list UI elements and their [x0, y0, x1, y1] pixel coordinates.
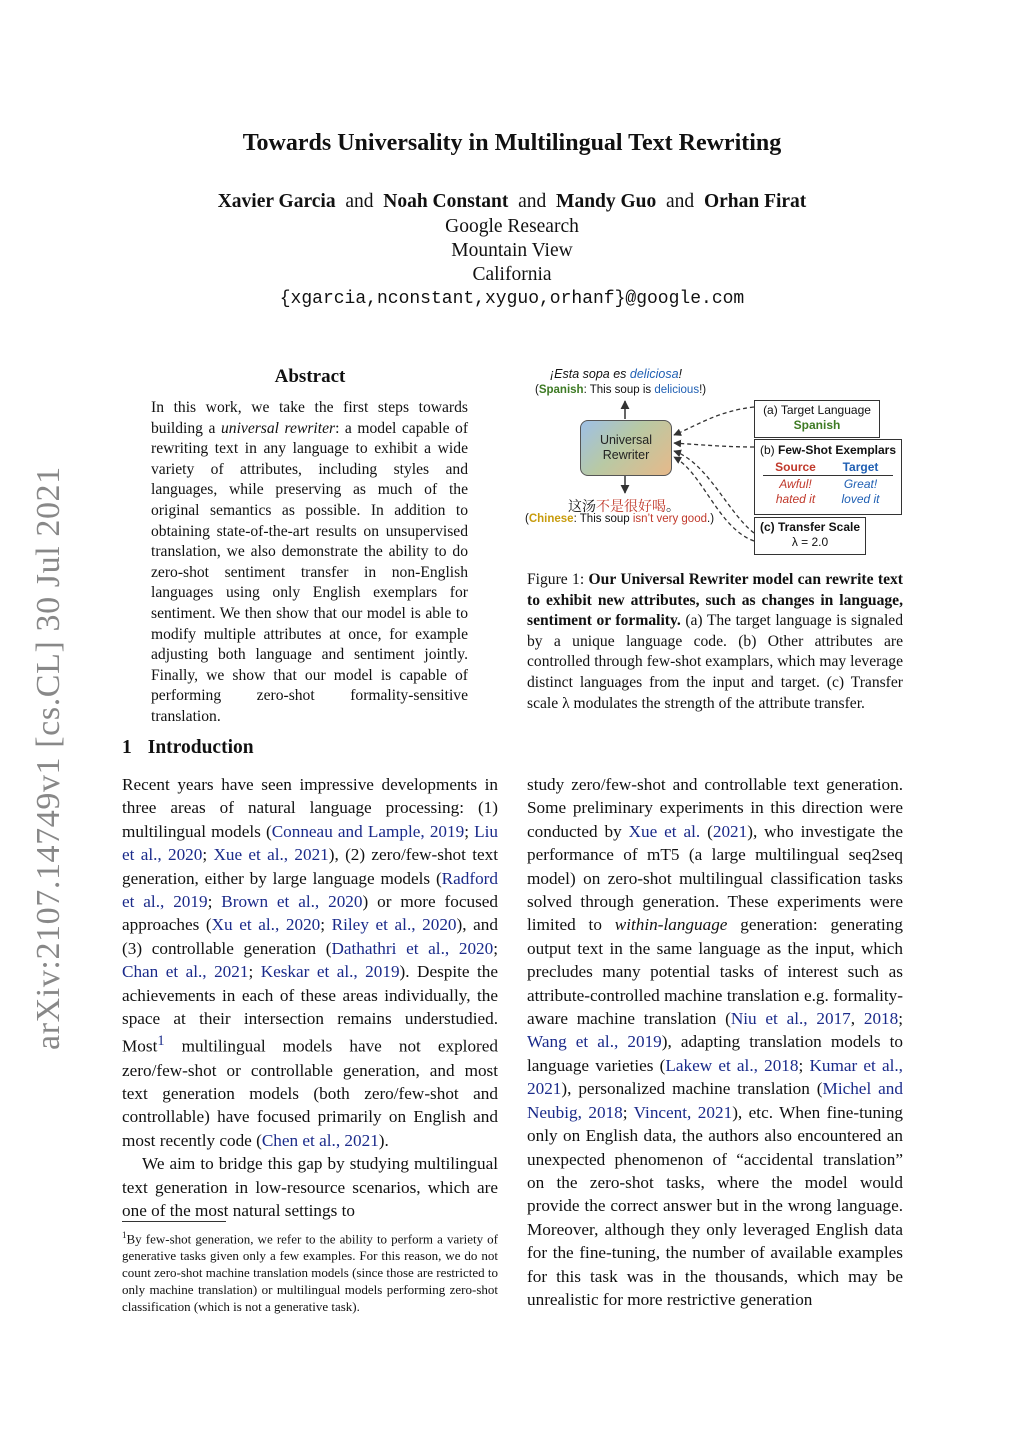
- footnote-marker[interactable]: 1: [157, 1033, 165, 1050]
- citation-link[interactable]: Dathathri et al., 2020: [331, 938, 494, 958]
- citation-link[interactable]: Chen et al., 2021: [261, 1130, 379, 1150]
- citation-link[interactable]: 2018: [863, 1009, 899, 1029]
- author-name: Noah Constant: [383, 191, 509, 212]
- section-heading-introduction: 1 Introduction: [122, 737, 254, 758]
- citation-link[interactable]: Chan et al., 2021: [122, 962, 249, 982]
- footnote-number: 1: [122, 1230, 127, 1240]
- dashed-connector-b: [674, 443, 754, 447]
- author-separator: and: [345, 191, 374, 212]
- citation-link[interactable]: Liu et al., 2020: [122, 821, 498, 865]
- citation-link[interactable]: Brown et al., 2020: [221, 892, 363, 912]
- paper-title: Towards Universality in Multilingual Text Rewriting: [242, 130, 782, 156]
- few-shot-header: Source Target: [763, 460, 893, 476]
- citation-link[interactable]: Wang et al., 2019: [527, 1032, 662, 1052]
- abstract-emphasis: universal rewriter: [220, 419, 336, 437]
- citation-link[interactable]: 2021: [712, 821, 748, 841]
- citation-link[interactable]: Riley et al., 2020: [331, 915, 457, 935]
- intro-right-column: [527, 773, 903, 1311]
- author-name: Mandy Guo: [556, 191, 657, 212]
- dashed-connector-a: [674, 407, 754, 435]
- author-list: [0, 191, 1024, 213]
- figure-1-caption: Figure 1: Our Universal Rewriter model can rewrite text to exhibit new attributes, such as changes in language, sentiment or formality. (a) The target language is signaled by a unique language code. (b) Other attributes are controlled through few-shot examplars, which may leverage distinct languages from the input and target. (c) Transfer scale λ modulates the strength of the attribute transfer.: [527, 571, 903, 712]
- abstract-heading: Abstract: [274, 366, 346, 387]
- few-shot-row: Awful! Great!: [779, 477, 878, 491]
- dashed-connector-d: [674, 457, 754, 541]
- intro-paragraph: study zero/few-shot and controllable text generation. Some preliminary experiments in this direction were conducted by Xue et al. (2021), who investigate the performance of mT5 (a large multilingual seq2seq model) on zero-shot multilingual classification tasks solved through generation. These experiments were limited to within-language generation: generating output text in the same language as the input, which precludes many potential tasks of interest such as attribute-controlled machine translation e.g. formality-aware machine translation (Niu et al., 2017, 2018; Wang et al., 2019), adapting translation models to language varieties (Lakew et al., 2018; Kumar et al., 2021), personalized machine translation (Michel and Neubig, 2018; Vincent, 2021), etc. When fine-tuning only on English data, the authors also encountered an unexpected phenomenon of “accidental translation” on the zero-shot tasks, where the model would provide the correct answer but in the wrong language. Moreover, although they only leveraged English data for the fine-tuning, the number of available examples for this task was in the thousands, which may be unrealistic for more restrictive generation: [527, 775, 904, 1309]
- affiliation-org: Google Research: [445, 216, 579, 237]
- author-name: Xavier Garcia: [217, 191, 336, 212]
- author-email: {xgarcia,nconstant,xyguo,orhanf}@google.com: [279, 289, 745, 309]
- chinese-gloss: (Chinese: This soup isn’t very good.): [525, 513, 715, 525]
- citation-link[interactable]: Vincent, 2021: [633, 1102, 733, 1122]
- affiliation-state: California: [472, 264, 552, 285]
- arxiv-identifier: arXiv:2107.14749v1 [cs.CL] 30 Jul 2021: [30, 466, 67, 1050]
- spanish-sentence: ¡Esta sopa es deliciosa!: [550, 367, 683, 381]
- citation-link[interactable]: Xue et al., 2021: [213, 845, 329, 865]
- chinese-sentence: 这汤不是很好喝。: [568, 498, 680, 514]
- intro-left-column: [122, 773, 498, 1222]
- target-language-box: (a) Target Language Spanish: [754, 400, 880, 438]
- author-separator: and: [666, 191, 695, 212]
- footnote: $^1$By few-shot generation, we refer to the ability to perform a variety of generative tasks given only a few examples. For this reason, we do not count zero-shot machine translation models (since those are restricted to only machine translation) or multilingual models performing zero-shot classification (which is not a generative task).: [122, 1230, 498, 1315]
- few-shot-title: (b) Few-Shot Exemplars: [759, 443, 897, 457]
- citation-link[interactable]: Radford et al., 2019: [122, 868, 498, 912]
- citation-link[interactable]: Niu et al., 2017: [730, 1009, 851, 1029]
- citation-link[interactable]: Conneau and Lample, 2019: [271, 821, 465, 841]
- footnote-rule: [122, 1221, 226, 1222]
- author-name: Orhan Firat: [703, 191, 807, 212]
- citation-link[interactable]: Lakew et al., 2018: [665, 1055, 799, 1075]
- transfer-scale-box: (c) Transfer Scale λ = 2.0: [754, 517, 866, 555]
- citation-link[interactable]: Xue et al.: [628, 821, 701, 841]
- figure-1: [518, 363, 910, 563]
- citation-link[interactable]: Keskar et al., 2019: [260, 962, 400, 982]
- few-shot-row: hated it loved it: [775, 492, 880, 506]
- spanish-gloss: (Spanish: This soup is delicious!): [535, 384, 707, 396]
- abstract-text: In this work, we take the first steps towards building a universal rewriter: a model capable of rewriting text in any language to exhibit a wide variety of attributes, including styles and languages, while preserving as much of the original semantics as possible. In addition to obtaining state-of-the-art results on unsupervised translation, we also demonstrate the ability to do zero-shot sentiment transfer in non-English languages using only English exemplars for sentiment. We then show that our model is able to modify multiple attributes at once, for example adjusting both language and sentiment jointly. Finally, we show that our model is capable of performing zero-shot formality-sensitive translation.: [151, 399, 469, 725]
- author-separator: and: [518, 191, 547, 212]
- intro-paragraph: We aim to bridge this gap by studying multilingual text generation in low-resource scenarios, which are one of the most natural settings to: [122, 1154, 498, 1221]
- universal-rewriter-node: Universal Rewriter: [580, 420, 672, 476]
- citation-link[interactable]: Kumar et al., 2021: [527, 1055, 903, 1099]
- intro-paragraph: Recent years have seen impressive developments in three areas of natural language processing: (1) multilingual models (Conneau and Lample, 2019; Liu et al., 2020; Xue et al., 2021), (2) zero/few-shot text generation, either by large language models (Radford et al., 2019; Brown et al., 2020) or more focused approaches (Xu et al., 2020; Riley et al., 2020), and (3) controllable generation (Dathathri et al., 2020; Chan et al., 2021; Keskar et al., 2019). Despite the achievements in each of these areas individually, the space at their intersection remains understudied. Most$^1$ multilingual models have not explored zero/few-shot or controllable generation, and most text generation models (both zero/few-shot and controllable) have focused primarily on English and most recently code (Chen et al., 2021).: [122, 775, 499, 1150]
- citation-link[interactable]: Michel and Neubig, 2018: [527, 1079, 903, 1122]
- few-shot-exemplars-box: [754, 439, 902, 515]
- affiliation-city: Mountain View: [451, 240, 573, 261]
- citation-link[interactable]: Xu et al., 2020: [211, 915, 321, 935]
